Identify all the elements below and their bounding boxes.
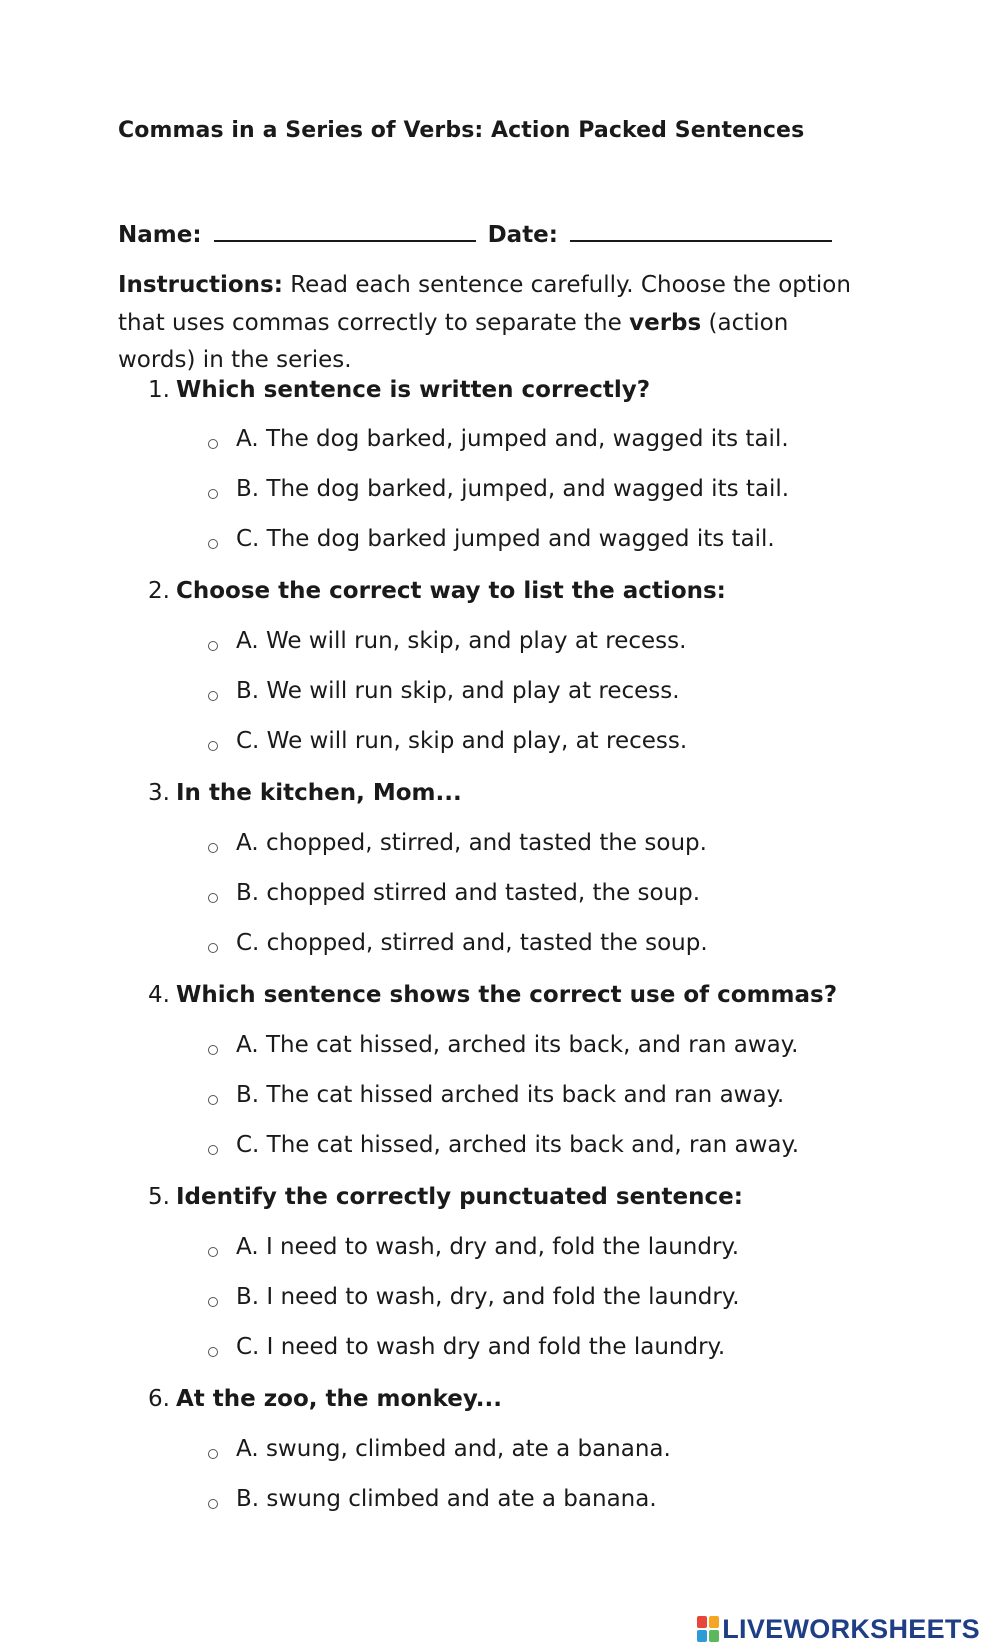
question-text: Which sentence shows the correct use of commas? <box>176 982 838 1008</box>
option-2c[interactable] <box>208 728 687 754</box>
instructions-text-before: Read each sentence carefully. Choose the option that uses commas correctly to separate the <box>118 272 851 336</box>
instructions-label: Instructions: <box>118 272 283 298</box>
circle-bullet-icon <box>208 1247 218 1257</box>
option-4a[interactable] <box>208 1032 798 1058</box>
circle-bullet-icon <box>208 439 218 449</box>
date-blank[interactable] <box>570 218 832 242</box>
liveworksheets-logo <box>697 1612 980 1646</box>
circle-bullet-icon <box>208 943 218 953</box>
question-text: At the zoo, the monkey... <box>176 1386 502 1412</box>
circle-bullet-icon <box>208 893 218 903</box>
logo-block <box>709 1616 719 1628</box>
option-text: C. We will run, skip and play, at recess. <box>236 728 688 754</box>
instructions-text-after: (action words) in the series. <box>118 309 789 373</box>
circle-bullet-icon <box>208 1095 218 1105</box>
circle-bullet-icon <box>208 641 218 651</box>
option-text: B. We will run skip, and play at recess. <box>236 678 680 704</box>
option-text: C. chopped, stirred and, tasted the soup. <box>236 930 708 956</box>
logo-block <box>709 1630 719 1642</box>
option-text: A. We will run, skip, and play at recess. <box>236 628 687 654</box>
circle-bullet-icon <box>208 691 218 701</box>
circle-bullet-icon <box>208 1347 218 1357</box>
circle-bullet-icon <box>208 1045 218 1055</box>
circle-bullet-icon <box>208 1449 218 1459</box>
circle-bullet-icon <box>208 1499 218 1509</box>
circle-bullet-icon <box>208 1145 218 1155</box>
logo-text: LIVEWORKSHEETS <box>722 1613 980 1644</box>
option-text: B. swung climbed and ate a banana. <box>236 1486 657 1512</box>
option-2a[interactable] <box>208 628 686 654</box>
circle-bullet-icon <box>208 1297 218 1307</box>
question-number: 1. <box>148 377 170 403</box>
logo-blocks-icon <box>697 1616 719 1642</box>
option-2b[interactable] <box>208 678 680 704</box>
option-text: B. The cat hissed arched its back and ran away. <box>236 1082 785 1108</box>
option-text: B. The dog barked, jumped, and wagged its tail. <box>236 476 790 502</box>
option-text: B. chopped stirred and tasted, the soup. <box>236 880 701 906</box>
question-text: Which sentence is written correctly? <box>176 377 651 403</box>
option-text: B. I need to wash, dry, and fold the laundry. <box>236 1284 740 1310</box>
question-number: 6. <box>148 1386 170 1412</box>
option-text: A. chopped, stirred, and tasted the soup. <box>236 830 707 856</box>
circle-bullet-icon <box>208 489 218 499</box>
question-text: Identify the correctly punctuated sentence: <box>176 1184 743 1210</box>
option-text: A. I need to wash, dry and, fold the laundry. <box>236 1234 740 1260</box>
option-3c[interactable] <box>208 930 708 956</box>
question-6 <box>148 1386 502 1412</box>
question-text: Choose the correct way to list the actions: <box>176 578 726 604</box>
question-1 <box>148 377 650 403</box>
question-number: 2. <box>148 578 170 604</box>
question-number: 5. <box>148 1184 170 1210</box>
option-1c[interactable] <box>208 526 775 552</box>
question-text: In the kitchen, Mom... <box>176 780 462 806</box>
option-text: A. The dog barked, jumped and, wagged its tail. <box>236 426 789 452</box>
option-text: A. swung, climbed and, ate a banana. <box>236 1436 671 1462</box>
logo-block <box>697 1630 707 1642</box>
question-3 <box>148 780 462 806</box>
option-3b[interactable] <box>208 880 700 906</box>
instructions <box>118 267 858 380</box>
instructions-emphasis: verbs <box>629 309 702 336</box>
option-6a[interactable] <box>208 1436 671 1462</box>
option-4b[interactable] <box>208 1082 784 1108</box>
circle-bullet-icon <box>208 539 218 549</box>
option-1a[interactable] <box>208 426 789 452</box>
option-text: C. I need to wash dry and fold the laundry. <box>236 1334 726 1360</box>
option-text: C. The cat hissed, arched its back and, ran away. <box>236 1132 800 1158</box>
circle-bullet-icon <box>208 843 218 853</box>
circle-bullet-icon <box>208 741 218 751</box>
option-text: A. The cat hissed, arched its back, and ran away. <box>236 1032 799 1058</box>
name-label: Name: <box>118 222 202 248</box>
logo-block <box>697 1616 707 1628</box>
question-5 <box>148 1184 743 1210</box>
option-text: C. The dog barked jumped and wagged its tail. <box>236 526 775 552</box>
worksheet-title: Commas in a Series of Verbs: Action Packed Sentences <box>118 118 805 143</box>
question-4 <box>148 982 837 1008</box>
option-5b[interactable] <box>208 1284 740 1310</box>
name-blank[interactable] <box>214 218 476 242</box>
option-5a[interactable] <box>208 1234 739 1260</box>
question-2 <box>148 578 726 604</box>
name-date-row <box>118 218 836 248</box>
option-5c[interactable] <box>208 1334 725 1360</box>
option-3a[interactable] <box>208 830 707 856</box>
option-6b[interactable] <box>208 1486 657 1512</box>
date-label: Date: <box>487 222 558 248</box>
option-4c[interactable] <box>208 1132 799 1158</box>
question-number: 3. <box>148 780 170 806</box>
question-number: 4. <box>148 982 170 1008</box>
option-1b[interactable] <box>208 476 789 502</box>
